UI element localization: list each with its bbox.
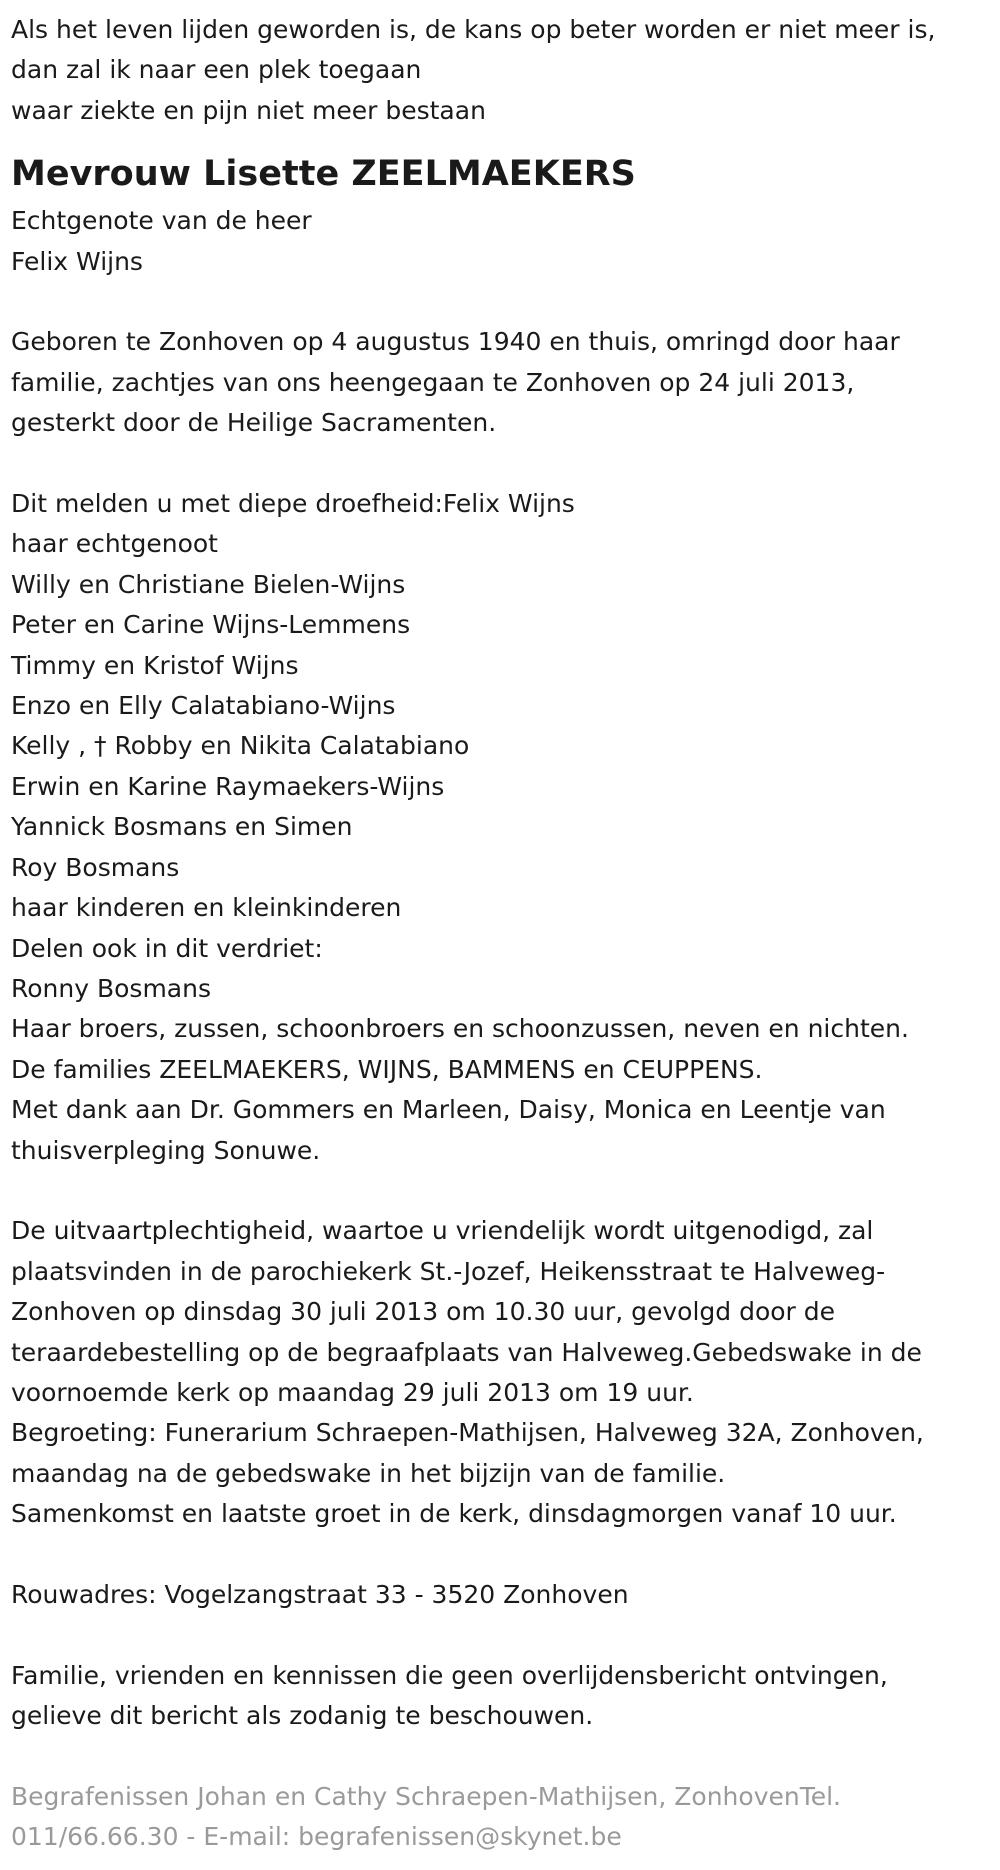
- mourner-line: De families ZEELMAEKERS, WIJNS, BAMMENS en CEUPPENS.: [11, 1054, 763, 1084]
- mourner-line: Peter en Carine Wijns-Lemmens: [11, 610, 411, 640]
- spouse-line: Felix Wijns: [11, 246, 143, 276]
- poem-line: Als het leven lijden geworden is, de kans op beter worden er niet meer is,: [11, 15, 936, 44]
- poem-line: dan zal ik naar een plek toegaan: [11, 55, 422, 85]
- footer-line: Begrafenissen Johan en Cathy Schraepen-Mathijsen, ZonhovenTel.: [11, 1781, 842, 1811]
- mourner-line: Kelly , † Robby en Nikita Calatabiano: [11, 731, 470, 761]
- mourner-line: Timmy en Kristof Wijns: [11, 650, 299, 680]
- ceremony-line: teraardebestelling op de begraafplaats van Halveweg.Gebedswake in de: [11, 1337, 922, 1367]
- ceremony-line: voornoemde kerk op maandag 29 juli 2013 om 19 uur.: [11, 1377, 694, 1407]
- deceased-name: Mevrouw Lisette ZEELMAEKERS: [11, 154, 636, 195]
- mourner-line: thuisverpleging Sonuwe.: [11, 1135, 321, 1165]
- notice-line: Familie, vrienden en kennissen die geen overlijdensbericht ontvingen,: [11, 1660, 888, 1690]
- address-section: [11, 1575, 989, 1615]
- mourner-line: haar echtgenoot: [11, 529, 218, 559]
- ceremony-line: Begroeting: Funerarium Schraepen-Mathijsen, Halveweg 32A, Zonhoven,: [11, 1418, 924, 1448]
- footer-line: 011/66.66.30 - E-mail: begrafenissen@skynet.be: [11, 1822, 622, 1852]
- mourner-line: Roy Bosmans: [11, 852, 180, 882]
- ceremony-line: De uitvaartplechtigheid, waartoe u vriendelijk wordt uitgenodigd, zal: [11, 1216, 874, 1246]
- mourner-line: Met dank aan Dr. Gommers en Marleen, Daisy, Monica en Leentje van: [11, 1095, 886, 1125]
- birth-death-section: [11, 322, 989, 443]
- spouse-section: [11, 201, 989, 282]
- mourner-line: Haar broers, zussen, schoonbroers en schoonzussen, neven en nichten.: [11, 1014, 909, 1044]
- mourner-line: Yannick Bosmans en Simen: [11, 812, 353, 842]
- funeral-home-footer: [11, 1777, 989, 1858]
- mourner-line: haar kinderen en kleinkinderen: [11, 893, 402, 923]
- poem-line: waar ziekte en pijn niet meer bestaan: [11, 95, 486, 125]
- mourner-line: Enzo en Elly Calatabiano-Wijns: [11, 691, 396, 721]
- mourners-section: [11, 484, 989, 1171]
- birth-death-line: Geboren te Zonhoven op 4 augustus 1940 en thuis, omringd door haar: [11, 327, 900, 357]
- poem-section: [11, 10, 989, 131]
- ceremony-section: [11, 1211, 989, 1534]
- mourner-line: Erwin en Karine Raymaekers-Wijns: [11, 771, 445, 801]
- birth-death-line: gesterkt door de Heilige Sacramenten.: [11, 408, 497, 438]
- mourning-address: Rouwadres: Vogelzangstraat 33 - 3520 Zonhoven: [11, 1579, 629, 1609]
- ceremony-line: Samenkomst en laatste groet in de kerk, dinsdagmorgen vanaf 10 uur.: [11, 1499, 897, 1529]
- ceremony-line: maandag na de gebedswake in het bijzijn van de familie.: [11, 1458, 726, 1488]
- mourner-line: Ronny Bosmans: [11, 973, 211, 1003]
- notice-line: gelieve dit bericht als zodanig te beschouwen.: [11, 1701, 594, 1731]
- mourner-line: Delen ook in dit verdriet:: [11, 933, 323, 963]
- notice-section: [11, 1656, 989, 1737]
- birth-death-line: familie, zachtjes van ons heengegaan te Zonhoven op 24 juli 2013,: [11, 367, 855, 397]
- ceremony-line: Zonhoven op dinsdag 30 juli 2013 om 10.30 uur, gevolgd door de: [11, 1297, 836, 1327]
- ceremony-line: plaatsvinden in de parochiekerk St.-Jozef, Heikensstraat te Halveweg-: [11, 1256, 886, 1286]
- mourner-line: Willy en Christiane Bielen-Wijns: [11, 569, 406, 599]
- mourner-line: Dit melden u met diepe droefheid:Felix Wijns: [11, 489, 575, 519]
- spouse-line: Echtgenote van de heer: [11, 206, 312, 236]
